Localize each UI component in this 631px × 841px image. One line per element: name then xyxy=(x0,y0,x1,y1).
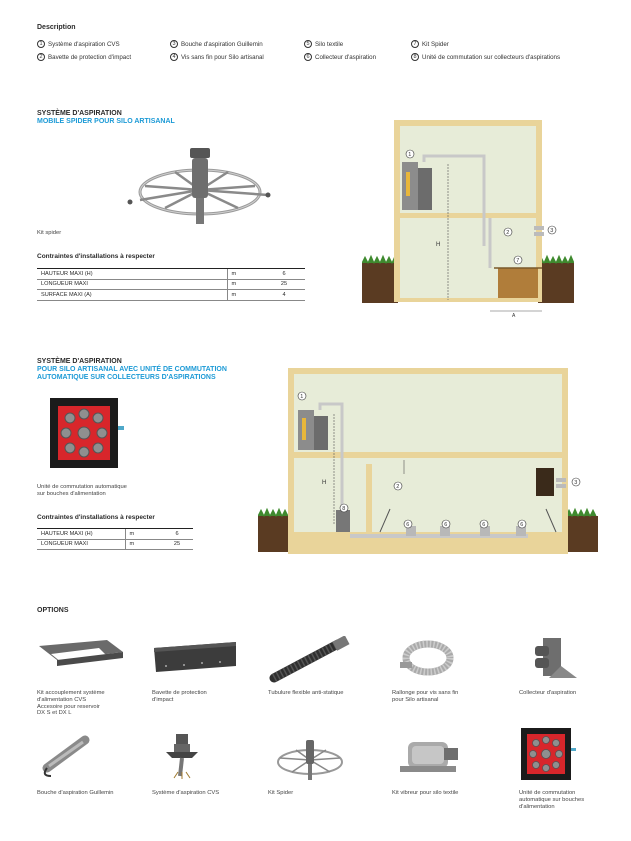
row-value: 6 xyxy=(161,529,193,540)
option-screw-extension xyxy=(392,636,502,716)
legend-number: 4 xyxy=(170,53,178,61)
option-suction-collector xyxy=(519,636,619,716)
impact-flap-image xyxy=(152,636,240,676)
caption-line: automatique sur bouches xyxy=(519,796,585,803)
h-dimension-label: H xyxy=(322,480,327,486)
marker-1: 1 xyxy=(300,394,304,400)
option-caption xyxy=(392,790,458,797)
table-row xyxy=(37,279,305,290)
caption-line: d'alimentation xyxy=(519,803,555,810)
option-caption xyxy=(268,690,344,697)
legend-number: 3 xyxy=(170,40,178,48)
row-unit: m xyxy=(227,269,263,280)
legend-number: 7 xyxy=(411,40,419,48)
option-caption xyxy=(519,790,584,810)
ground-left xyxy=(362,263,398,303)
row-unit: m xyxy=(125,539,161,550)
option-cvs-system xyxy=(152,732,262,812)
caption-line: Bavette de protection xyxy=(152,690,207,696)
option-caption xyxy=(519,690,576,697)
legend-item-5 xyxy=(304,40,343,48)
caption-line: Unité de commutation xyxy=(519,790,576,796)
option-flexible-tube xyxy=(268,636,388,716)
section1-installation-diagram xyxy=(362,118,574,320)
marker-6: 6 xyxy=(406,522,410,528)
table-row xyxy=(37,269,305,280)
row-label: HAUTEUR MAXI (H) xyxy=(37,529,125,540)
section2-installation-diagram xyxy=(258,364,598,556)
section2-subtitle-1: POUR SILO ARTISANAL AVEC UNITÉ DE COMMUTATION xyxy=(37,366,227,373)
spider-kit-caption: Kit spider xyxy=(37,230,62,236)
section2-subtitle-2: AUTOMATIQUE SUR COLLECTEURS D'ASPIRATIONS xyxy=(37,374,216,381)
caption-line: Kit vibreur pour silo textile xyxy=(392,790,459,796)
description-title: Description xyxy=(37,24,76,31)
switching-unit-image xyxy=(48,396,128,474)
section1-title xyxy=(37,110,175,126)
row-value: 6 xyxy=(263,269,305,280)
caption-line: Rallonge pour vis sans fin xyxy=(392,690,459,696)
marker-8: 8 xyxy=(342,506,346,512)
marker-3: 3 xyxy=(574,480,578,486)
option-spider-kit xyxy=(268,732,378,812)
caption-line: Kit Spider xyxy=(268,790,294,796)
legend-item-8 xyxy=(411,53,560,61)
options-title: OPTIONS xyxy=(37,607,69,614)
section1-constraints-title: Contraintes d'installations à respecter xyxy=(37,253,155,260)
option-caption xyxy=(37,690,105,717)
h-dimension-label: H xyxy=(436,242,441,248)
legend-label: Unité de commutation sur collecteurs d'aspirations xyxy=(422,53,561,61)
legend-number: 8 xyxy=(411,53,419,61)
legend-label: Système d'aspiration CVS xyxy=(48,40,120,48)
legend-label: Silo textile xyxy=(315,40,344,48)
legend-item-2 xyxy=(37,53,131,61)
option-impact-flap xyxy=(152,636,262,716)
legend-number: 2 xyxy=(37,53,45,61)
option-switching-unit xyxy=(519,726,619,822)
a-dimension-label: A xyxy=(512,313,516,319)
switching-unit-icon xyxy=(519,726,577,782)
option-caption xyxy=(152,790,219,797)
marker-2: 2 xyxy=(396,484,400,490)
caption-line: Collecteur d'aspiration xyxy=(519,690,577,696)
caption-line: d'impact xyxy=(152,696,174,703)
legend-item-6 xyxy=(304,53,376,61)
section1-constraints-table xyxy=(37,268,305,301)
caption-line: sur bouches d'alimentation xyxy=(37,491,106,497)
suction-collector-image xyxy=(519,636,579,680)
caption-line: Accesoire pour reservoir xyxy=(37,703,100,710)
vibrator-kit-image xyxy=(392,732,462,782)
legend-number: 1 xyxy=(37,40,45,48)
row-label: SURFACE MAXI (A) xyxy=(37,290,227,301)
row-unit: m xyxy=(227,290,263,301)
row-label: LONGUEUR MAXI xyxy=(37,539,125,550)
flexible-tube-image xyxy=(268,636,352,684)
caption-line: Unité de commutation automatique xyxy=(37,484,127,490)
caption-line: pour Silo artisanal xyxy=(392,696,439,703)
option-guillemin-mouth xyxy=(37,732,147,812)
table-row xyxy=(37,290,305,301)
marker-6: 6 xyxy=(482,522,486,528)
ground-right xyxy=(538,263,574,303)
caption-line: DX S et DX L xyxy=(37,710,72,717)
legend-item-4 xyxy=(170,53,264,61)
marker-1: 1 xyxy=(408,152,412,158)
section2-constraints-table xyxy=(37,528,193,550)
marker-6: 6 xyxy=(444,522,448,528)
cvs-system-image xyxy=(152,732,212,780)
marker-2: 2 xyxy=(506,230,510,236)
marker-7: 7 xyxy=(516,258,520,264)
coupling-kit-image xyxy=(37,636,127,678)
row-value: 25 xyxy=(161,539,193,550)
legend-label: Vis sans fin pour Silo artisanal xyxy=(181,53,264,61)
legend-label: Bouche d'aspiration Guillemin xyxy=(181,40,263,48)
option-coupling-kit xyxy=(37,636,147,716)
legend-label: Collecteur d'aspiration xyxy=(315,53,377,61)
section2-heading: SYSTÈME D'ASPIRATION xyxy=(37,358,122,365)
table-row xyxy=(37,539,193,550)
option-caption xyxy=(268,790,293,797)
legend-number: 5 xyxy=(304,40,312,48)
guillemin-mouth-image xyxy=(37,732,97,780)
option-caption xyxy=(37,790,114,797)
legend-item-1 xyxy=(37,40,120,48)
row-unit: m xyxy=(227,279,263,290)
marker-3: 3 xyxy=(550,228,554,234)
row-unit: m xyxy=(125,529,161,540)
option-caption xyxy=(392,690,458,704)
marker-6: 6 xyxy=(520,522,524,528)
spider-kit-image xyxy=(120,140,280,230)
legend-item-7 xyxy=(411,40,449,48)
spider-kit-icon xyxy=(268,732,352,784)
section1-heading: SYSTÈME D'ASPIRATION xyxy=(37,110,122,117)
legend-label: Kit Spider xyxy=(422,40,449,48)
caption-line: Système d'aspiration CVS xyxy=(152,790,220,796)
option-vibrator-kit xyxy=(392,732,502,812)
section1-subtitle: MOBILE SPIDER POUR SILO ARTISANAL xyxy=(37,118,175,125)
caption-line: d'alimentation CVS xyxy=(37,696,87,703)
row-value: 4 xyxy=(263,290,305,301)
screw-extension-image xyxy=(392,636,462,680)
caption-line: Kit accouplement système xyxy=(37,690,105,696)
legend-number: 6 xyxy=(304,53,312,61)
section2-title xyxy=(37,358,227,382)
caption-line: Tubulure flexible anti-statique xyxy=(268,690,344,696)
legend-item-3 xyxy=(170,40,263,48)
row-label: HAUTEUR MAXI (H) xyxy=(37,269,227,280)
switching-unit-caption xyxy=(37,484,127,498)
section2-constraints-title: Contraintes d'installations à respecter xyxy=(37,514,155,521)
table-row xyxy=(37,529,193,540)
option-caption xyxy=(152,690,207,704)
row-value: 25 xyxy=(263,279,305,290)
caption-line: Bouche d'aspiration Guillemin xyxy=(37,790,114,796)
legend-label: Bavette de protection d'impact xyxy=(48,53,132,61)
row-label: LONGUEUR MAXI xyxy=(37,279,227,290)
